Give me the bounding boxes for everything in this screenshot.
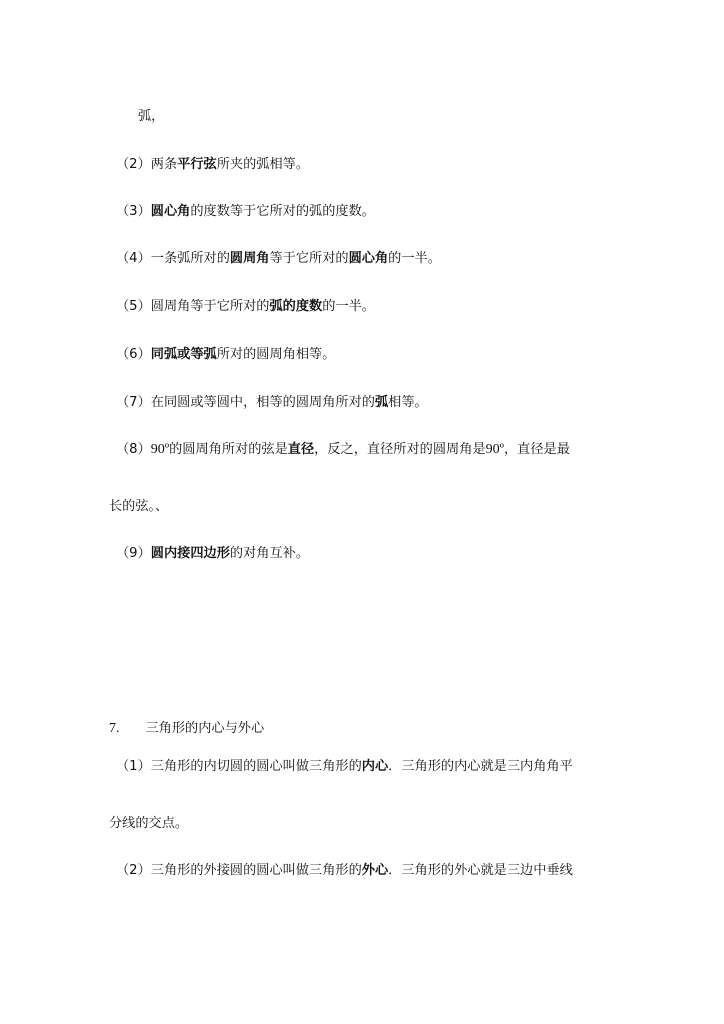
property-2: （2）两条平行弦所夹的弧相等。 xyxy=(116,157,310,172)
property-9: （9）圆内接四边形的对角互补。 xyxy=(116,546,310,561)
property-4: （4）一条弧所对的圆周角等于它所对的圆心角的一半。 xyxy=(116,251,441,266)
section-number: 7. xyxy=(109,721,120,736)
property-8-continuation: 长的弦。、 xyxy=(109,499,169,514)
property-3: （3）圆心角的度数等于它所对的弧的度数。 xyxy=(116,204,375,219)
property-7: （7）在同圆或等圆中，相等的圆周角所对的弧相等。 xyxy=(116,395,428,410)
incenter-definition: （1）三角形的内切圆的圆心叫做三角形的内心．三角形的内心就是三内角角平 xyxy=(116,759,573,774)
property-6: （6）同弧或等弧所对的圆周角相等。 xyxy=(116,347,336,362)
section-title: 三角形的内心与外心 xyxy=(145,721,265,736)
section-heading xyxy=(109,720,264,738)
property-5: （5）圆周角等于它所对的弧的度数的一半。 xyxy=(116,299,375,314)
line-arc-continuation: 弧， xyxy=(138,109,165,124)
property-8: （8）90º的圆周角所对的弦是直径，反之，直径所对的圆周角是90º，直径是最 xyxy=(116,442,570,457)
circumcenter-definition: （2）三角形的外接圆的圆心叫做三角形的外心．三角形的外心就是三边中垂线 xyxy=(116,863,573,878)
incenter-continuation: 分线的交点。 xyxy=(109,816,189,831)
